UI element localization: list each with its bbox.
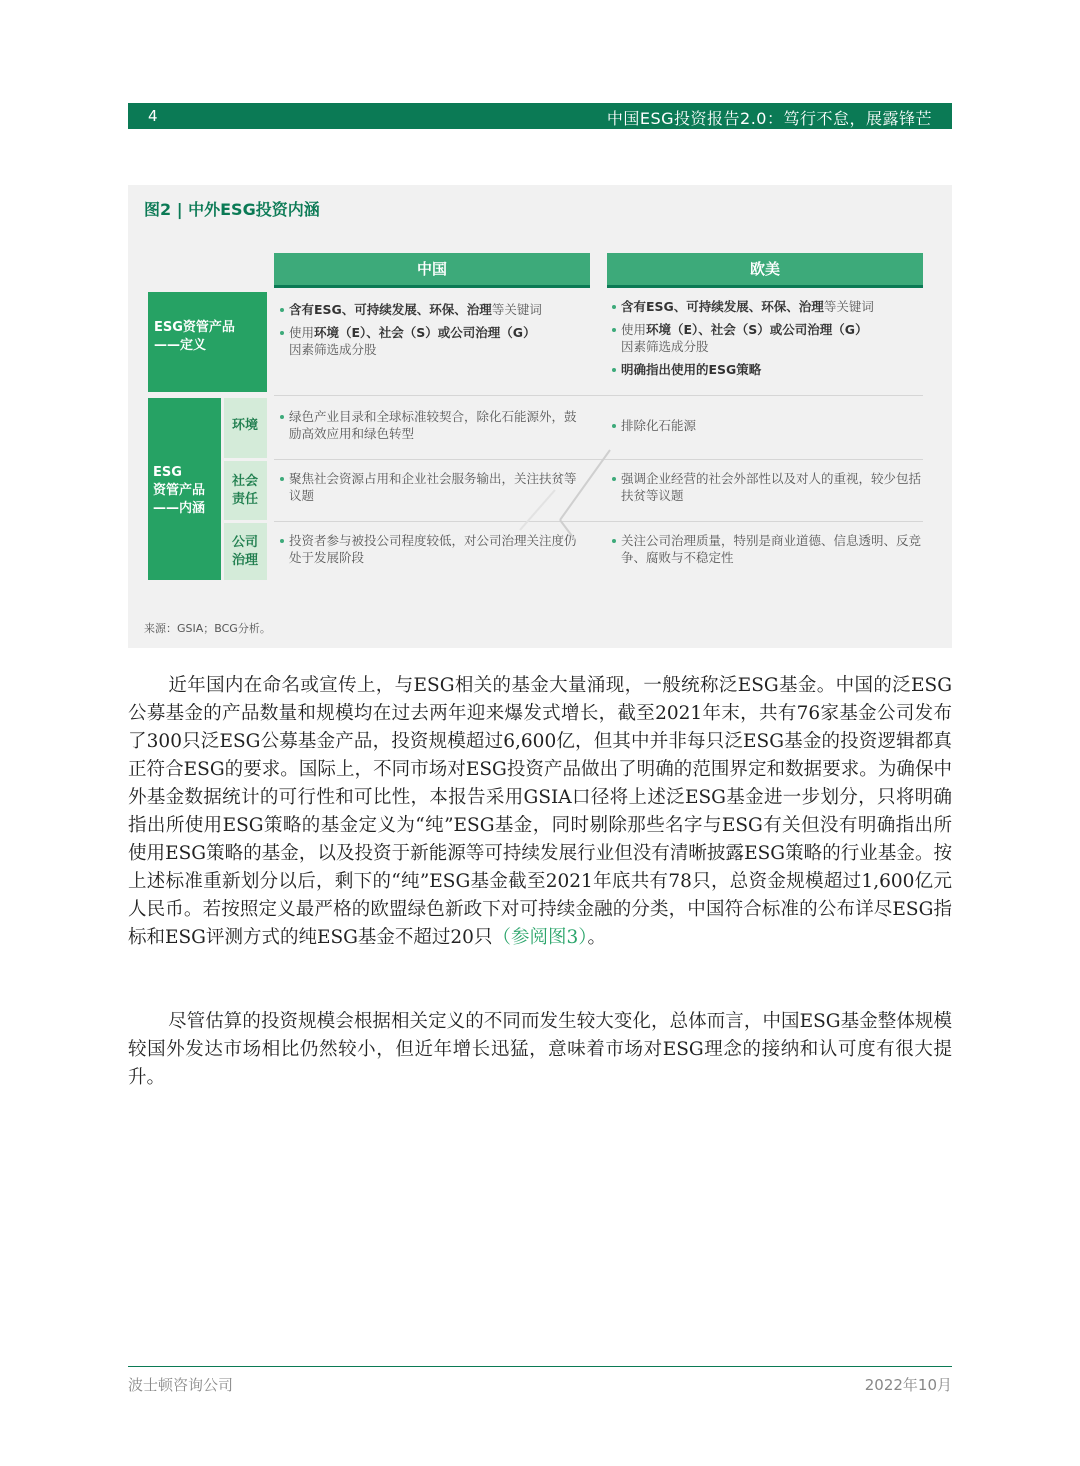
figure-title: 图2 | 中外ESG投资内涵 [144,200,320,219]
row-label-connotation: ESG 资管产品 ——内涵 [148,398,221,580]
report-title: 中国ESG投资报告2.0：笃行不怠，展露锋芒 [606,109,932,128]
divider [274,395,923,396]
divider [274,459,923,460]
governance-china-cell: 投资者参与被投公司程度较低，对公司治理关注度仍处于发展阶段 [278,532,588,572]
list-item: 明确指出使用的ESG策略 [610,361,922,378]
environment-china-cell: 绿色产业目录和全球标准较契合，除化石能源外，鼓励高效应用和绿色转型 [278,408,588,448]
divider [274,521,923,522]
definition-west-cell [610,298,922,384]
body-paragraph-1: 近年国内在命名或宣传上，与ESG相关的基金大量涌现，一般统称泛ESG基金。中国的泛ESG公募基金的产品数量和规模均在过去两年迎来爆发式增长，截至2021年末，共有76家基金公司发布了300只泛ESG公募基金产品，投资规模超过6,600亿，但其中并非每只泛ESG基金的投资逻辑都真正符合ESG的要求。国际上，不同市场对ESG投资产品做出了明确的范围界定和数据要求。为确保中外基金数据统计的可行性和可比性，本报告采用GSIA口径将上述泛ESG基金进一步划分，只将明确指出所使用ESG策略的基金定义为“纯”ESG基金，同时剔除那些名字与ESG有关但没有明确指出所使用ESG策略的基金，以及投资于新能源等可持续发展行业但没有清晰披露ESG策略的行业基金。按上述标准重新划分以后，剩下的“纯”ESG基金截至2021年底共有78只，总资金规模超过1,600亿元人民币。若按照定义最严格的欧盟绿色新政下对可持续金融的分类，中国符合标准的公布详尽ESG指标和ESG评测方式的纯ESG基金不超过20只（参阅图3）。 [128,675,952,948]
page-header [128,103,952,129]
footer-company: 波士顿咨询公司 [128,1376,234,1394]
figure-reference-link[interactable]: （参阅图3） [492,927,588,948]
environment-west-cell: 排除化石能源 [610,417,922,440]
list-item: 使用环境（E）、社会（S）或公司治理（G） 因素筛选成分股 [610,321,922,355]
row-label-definition: ESG资管产品 ——定义 [148,292,267,392]
figure-source: 来源：GSIA；BCG分析。 [144,622,271,635]
figure-esg-connotation [128,185,952,648]
social-china-cell: 聚焦社会资源占用和企业社会服务输出，关注扶贫等议题 [278,470,588,510]
footer-divider [128,1366,952,1367]
body-paragraph-2: 尽管估算的投资规模会根据相关定义的不同而发生较大变化，总体而言，中国ESG基金整体规模较国外发达市场相比仍然较小，但近年增长迅猛，意味着市场对ESG理念的接纳和认可度有很大提升。 [128,1011,952,1088]
list-item: 含有ESG、可持续发展、环保、治理等关键词 [278,301,588,318]
sublabel-governance: 公司 治理 [224,523,267,580]
column-header-china: 中国 [274,253,590,288]
page-number: 4 [148,107,158,125]
footer-date: 2022年10月 [864,1376,952,1394]
governance-west-cell: 关注公司治理质量，特别是商业道德、信息透明、反竞争、腐败与不稳定性 [610,532,922,572]
definition-china-cell [278,301,588,364]
sublabel-environment: 环境 [224,398,267,458]
social-west-cell: 强调企业经营的社会外部性以及对人的重视，较少包括扶贫等议题 [610,470,922,510]
list-item: 使用环境（E）、社会（S）或公司治理（G） 因素筛选成分股 [278,324,588,358]
column-header-west: 欧美 [607,253,923,288]
list-item: 含有ESG、可持续发展、环保、治理等关键词 [610,298,922,315]
sublabel-social: 社会 责任 [224,461,267,520]
